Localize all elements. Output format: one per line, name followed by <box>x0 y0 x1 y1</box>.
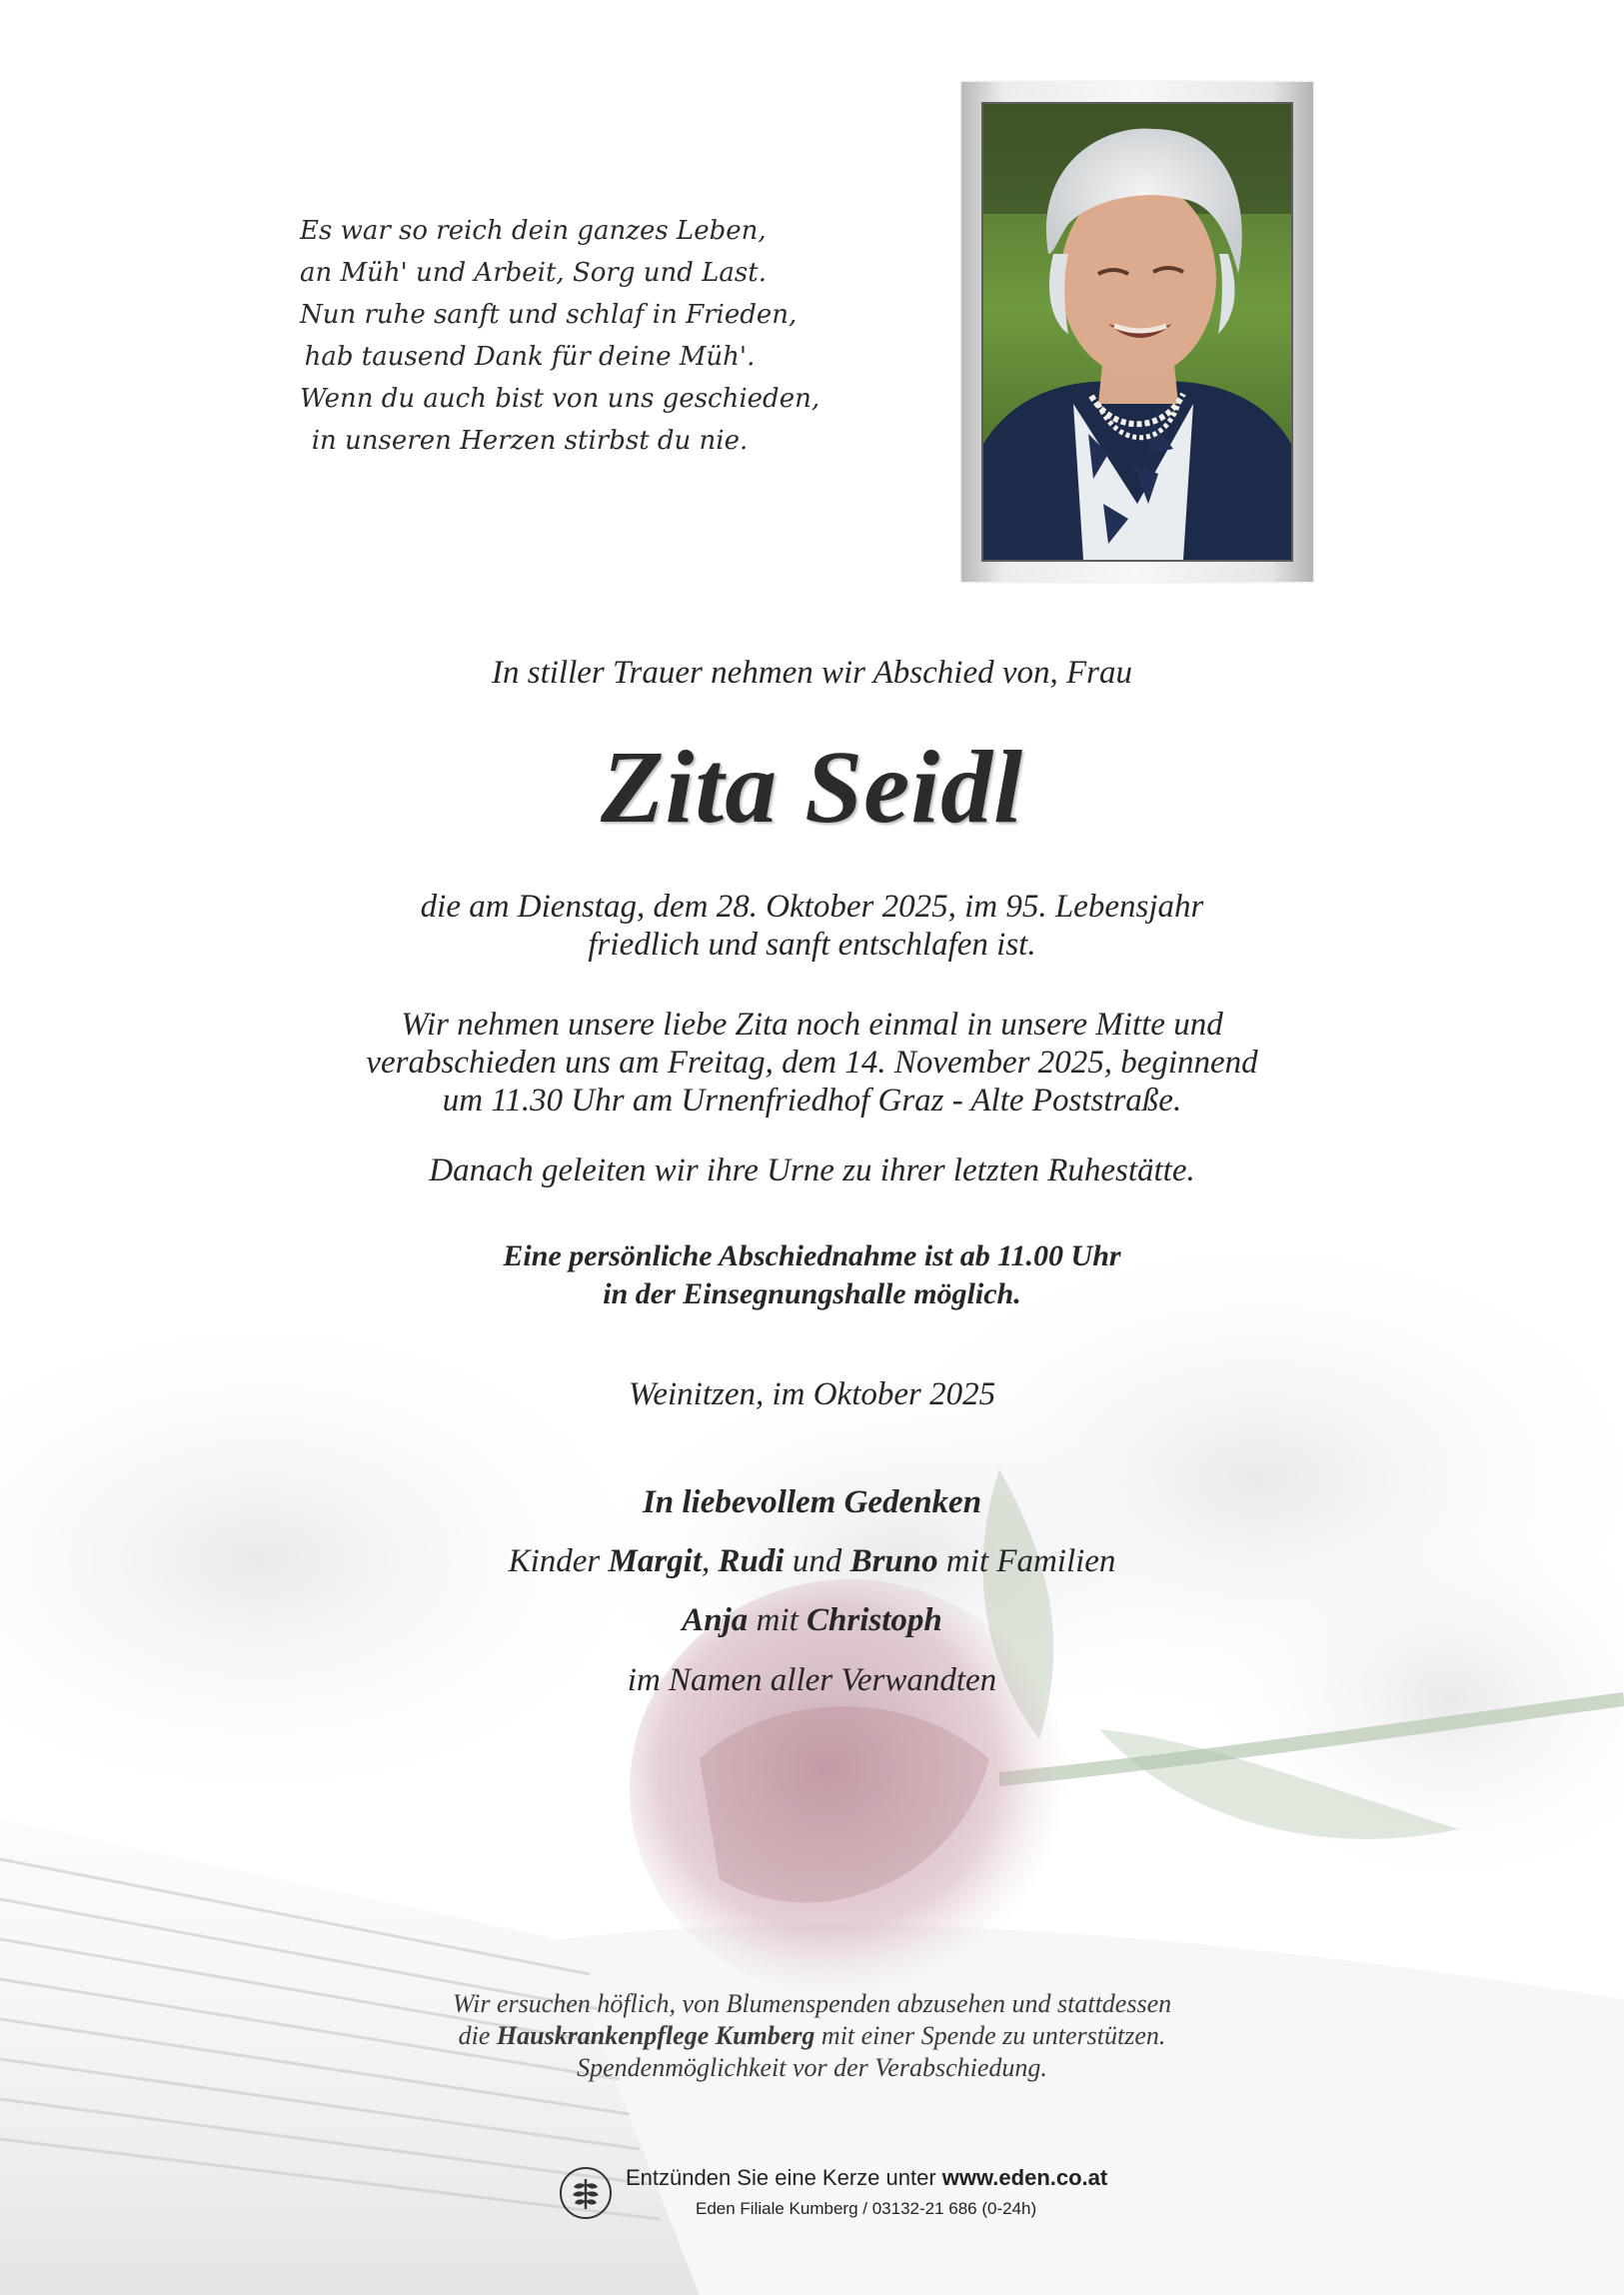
death-line-1: die am Dienstag, dem 28. Oktober 2025, im 95. Lebensjahr <box>420 889 1204 925</box>
poem <box>300 210 820 462</box>
donation-line-3: Spendenmöglichkeit vor der Verabschiedung. <box>577 2053 1047 2082</box>
deceased-name: Zita Seidl <box>600 730 1024 845</box>
name-christoph: Christoph <box>806 1602 942 1638</box>
ceremony-line-1: Wir nehmen unsere liebe Zita noch einmal in unsere Mitte und <box>401 1007 1223 1043</box>
kinder-prefix: Kinder <box>508 1543 601 1579</box>
donation-organization: Hauskrankenpflege Kumberg <box>496 2021 815 2050</box>
name-anja: Anja <box>682 1602 749 1638</box>
name-rudi: Rudi <box>718 1543 785 1579</box>
eden-leaf-icon <box>560 2167 612 2219</box>
donation-suffix: mit einer Spende zu unterstützen. <box>820 2021 1166 2050</box>
portrait-frame <box>961 82 1313 582</box>
death-line-2: friedlich und sanft entschlafen ist. <box>588 927 1036 963</box>
mourners-children <box>0 1542 1624 1580</box>
place-date: Weinitzen, im Oktober 2025 <box>628 1376 996 1412</box>
und: und <box>792 1543 842 1579</box>
candle-invitation <box>626 2165 1107 2191</box>
poem-line: Wenn du auch bist von uns geschieden, <box>300 384 820 414</box>
name-margit: Margit <box>608 1543 703 1579</box>
comma: , <box>702 1543 711 1579</box>
viewing-line-2: in der Einsegnungshalle möglich. <box>603 1277 1021 1310</box>
name-bruno: Bruno <box>849 1543 938 1579</box>
mit: mit <box>756 1602 799 1638</box>
mit-familien: mit Familien <box>945 1543 1116 1579</box>
ceremony-line-3: um 11.30 Uhr am Urnenfriedhof Graz - Alte Poststraße. <box>442 1083 1182 1119</box>
eden-url-link[interactable]: www.eden.co.at <box>941 2165 1108 2190</box>
donation-prefix: die <box>458 2021 491 2050</box>
poem-line: Es war so reich dein ganzes Leben, <box>300 216 767 246</box>
poem-line: in unseren Herzen stirbst du nie. <box>311 426 749 456</box>
mourners-heading: In liebevollem Gedenken <box>642 1484 982 1520</box>
farewell-intro: In stiller Trauer nehmen wir Abschied von, Frau <box>491 655 1133 691</box>
eden-footer <box>560 2159 1119 2229</box>
poem-line: an Müh' und Arbeit, Sorg und Last. <box>300 258 767 288</box>
poem-line: hab tausend Dank für deine Müh'. <box>304 342 756 372</box>
urn-line: Danach geleiten wir ihre Urne zu ihrer letzten Ruhestätte. <box>429 1152 1195 1188</box>
portrait-photo <box>981 102 1293 562</box>
candle-text: Entzünden Sie eine Kerze unter <box>626 2165 936 2190</box>
mourners-relatives: im Namen aller Verwandten <box>627 1662 997 1698</box>
donation-line-1: Wir ersuchen höflich, von Blumenspenden abzusehen und stattdessen <box>452 1989 1172 2018</box>
ceremony-line-2: verabschieden uns am Freitag, dem 14. November 2025, beginnend <box>366 1045 1258 1081</box>
portrait-illustration <box>983 104 1291 560</box>
poem-line: Nun ruhe sanft und schlaf in Frieden, <box>300 300 798 330</box>
viewing-line-1: Eine persönliche Abschiednahme ist ab 11.00 Uhr <box>503 1239 1121 1272</box>
donation-line-2 <box>0 2020 1624 2052</box>
eden-branch-contact: Eden Filiale Kumberg / 03132-21 686 (0-24h) <box>696 2199 1037 2218</box>
mourners-anja <box>0 1601 1624 1639</box>
